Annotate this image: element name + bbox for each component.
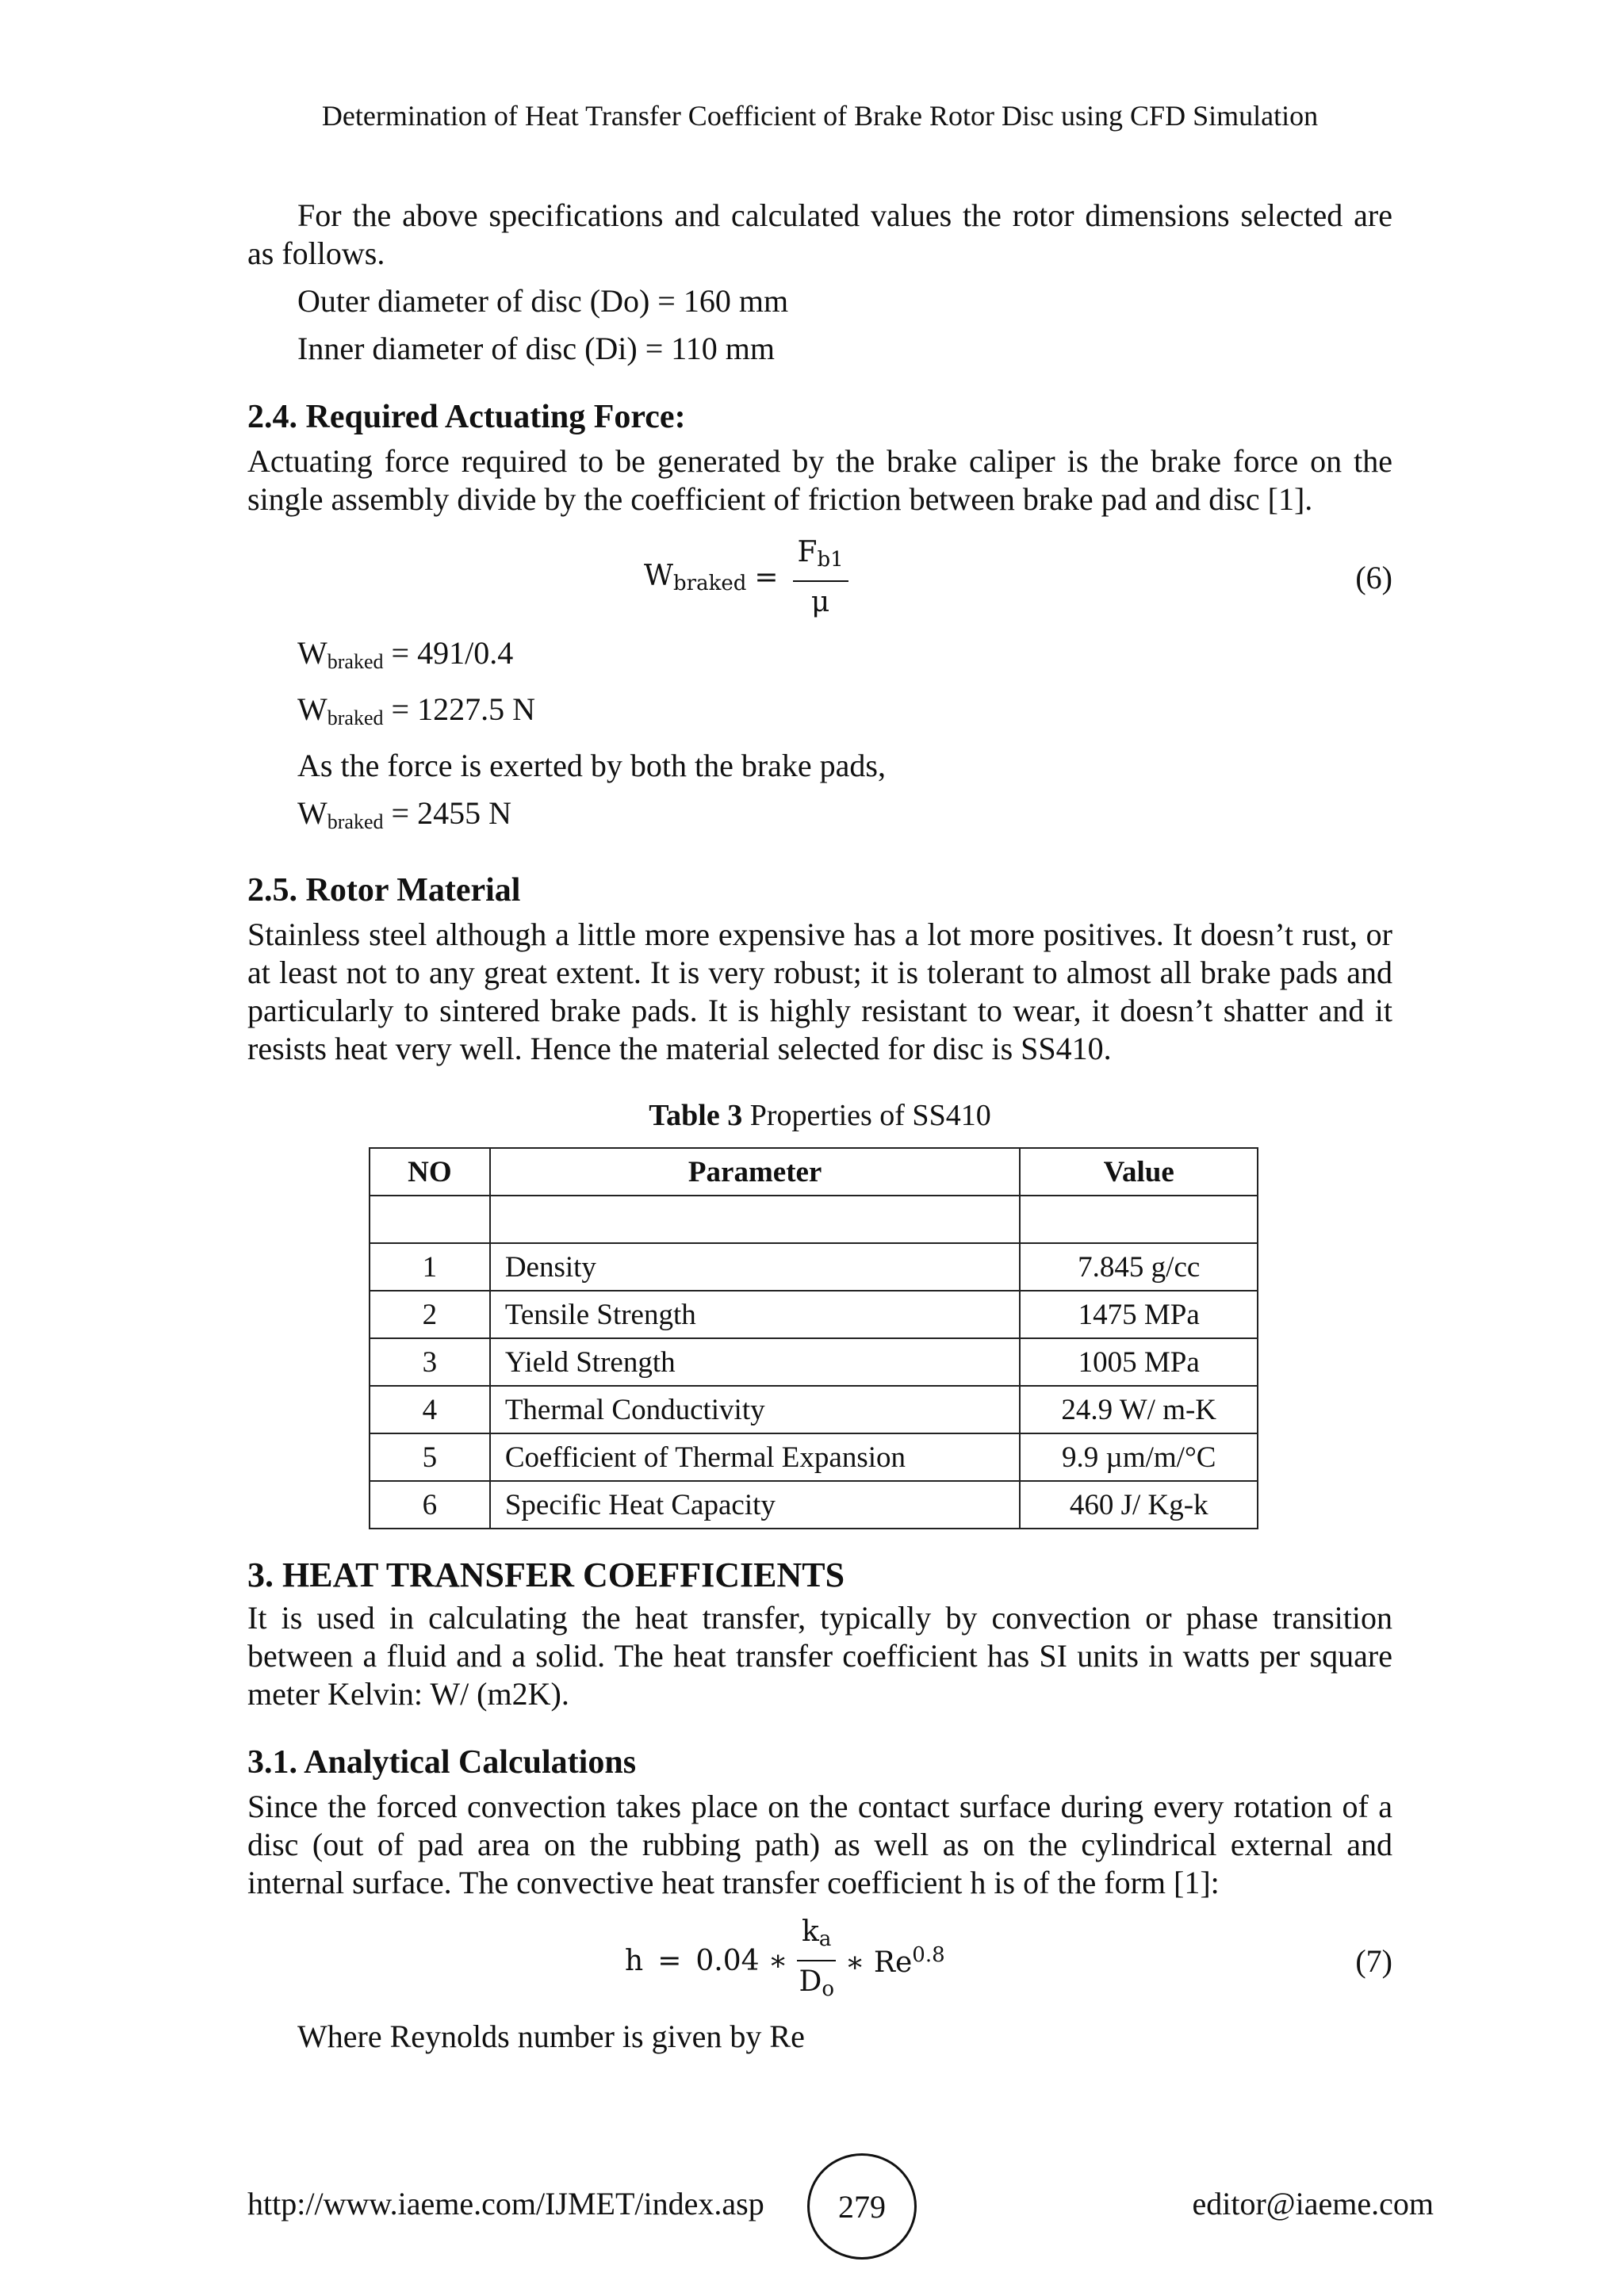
equation-6-lhs: $W_{braked}$ — [644, 559, 747, 595]
header-parameter: Parameter — [490, 1148, 1021, 1196]
section-3-1-paragraph: Since the forced convection takes place on the contact surface during every rotation of a disc (out of pad area on the rubbing path) as well as on the cylindrical external and internal surface. The convective heat transfer coefficient h is of the form [1]: — [247, 1789, 1392, 1900]
section-2-5-paragraph: Stainless steel although a little more expensive has a lot more positives. It doesn’t rust, or at least not to any great extent. It is very robust; it is tolerant to almost all brake pads and particularly to sintered brake pads. It is highly resistant to wear, it doesn’t shatter and it resists heat very well. Hence the material selected for disc is SS410. — [247, 916, 1392, 1066]
equation-7-body — [625, 1911, 945, 2010]
equation-7-number: (7) — [1355, 1942, 1392, 1979]
calc-line-2: $W_{braked} = 1227.5$ N — [297, 691, 535, 729]
equation-7-fraction — [794, 1915, 839, 2007]
table-header-row — [370, 1148, 1258, 1196]
table-row: 1 Density 7.845 g/cc — [370, 1243, 1258, 1291]
table-row: 4 Thermal Conductivity 24.9 W/ m-K — [370, 1386, 1258, 1433]
equation-6-fraction — [793, 535, 848, 620]
table-3-caption: Table 3 Properties of SS410 — [649, 1099, 991, 1132]
section-2-4-heading: 2.4. Required Actuating Force: — [247, 399, 686, 435]
table-row: 5 Coefficient of Thermal Expansion 9.9 µm/m/°C — [370, 1433, 1258, 1481]
page-content — [247, 197, 1392, 2065]
reynolds-line: Where Reynolds number is given by Re — [297, 2019, 805, 2054]
equation-6-equals: = — [754, 561, 779, 594]
equation-7-lhs: h — [625, 1944, 644, 1977]
equation-7-equals: = — [657, 1944, 682, 1977]
equation-7-denominator: $D_o$ — [799, 1965, 834, 2001]
section-2-4-paragraph: Actuating force required to be generated by the brake caliper is the brake force on the single assembly divide by the coefficient of friction between brake pad and disc [1]. — [247, 443, 1392, 517]
equation-6-number: (6) — [1355, 559, 1392, 595]
table-empty-row — [370, 1196, 1258, 1243]
equation-7-coefficient: 0.04 ∗ — [695, 1944, 788, 1977]
equation-6-numerator: $F_{b1}$ — [793, 535, 848, 582]
equation-7 — [247, 1911, 1392, 2010]
inner-diameter-line: Inner diameter of disc (Di) = 110 mm — [297, 331, 776, 366]
section-3-paragraph: It is used in calculating the heat transfer, typically by convection or phase transition between a fluid and a solid. The heat transfer coefficient has SI units in watts per square meter Kelvin: W/ (m2K). — [247, 1600, 1392, 1712]
table-row: 3 Yield Strength 1005 MPa — [370, 1338, 1258, 1386]
header-no: NO — [370, 1148, 490, 1196]
footer-url-link[interactable]: http://www.iaeme.com/IJMET/index.asp — [247, 2186, 764, 2221]
page-footer — [0, 2153, 1624, 2256]
running-head: Determination of Heat Transfer Coefficient of Brake Rotor Disc using CFD Simulation — [321, 100, 1319, 132]
equation-6 — [247, 528, 1392, 626]
equation-7-tail: ∗ $Re^{0.8}$ — [845, 1942, 945, 1979]
section-3-1-heading: 3.1. Analytical Calculations — [247, 1744, 637, 1781]
equation-7-numerator: $k_a$ — [797, 1915, 836, 1961]
intro-paragraph: For the above specifications and calculated values the rotor dimensions selected are as follows. — [247, 197, 1392, 271]
both-pads-note: As the force is exerted by both the brake pads, — [297, 748, 886, 783]
header-value: Value — [1020, 1148, 1258, 1196]
footer-email-link[interactable]: editor@iaeme.com — [1192, 2186, 1434, 2221]
equation-6-denominator: μ — [810, 585, 830, 618]
calc-line-1: $W_{braked} = 491/0.4$ — [297, 635, 514, 673]
section-2-5-heading: 2.5. Rotor Material — [247, 872, 521, 909]
calc-line-3: $W_{braked} = 2455$ N — [297, 795, 511, 833]
table-row: 2 Tensile Strength 1475 MPa — [370, 1291, 1258, 1338]
page-number-badge: 279 — [807, 2153, 917, 2260]
outer-diameter-line: Outer diameter of disc (Do) = 160 mm — [297, 283, 789, 319]
equation-6-body — [644, 528, 855, 626]
table-row: 6 Specific Heat Capacity 460 J/ Kg-k — [370, 1481, 1258, 1529]
properties-table — [369, 1147, 1258, 1529]
section-3-heading: 3. HEAT TRANSFER COEFFICIENTS — [247, 1556, 845, 1594]
